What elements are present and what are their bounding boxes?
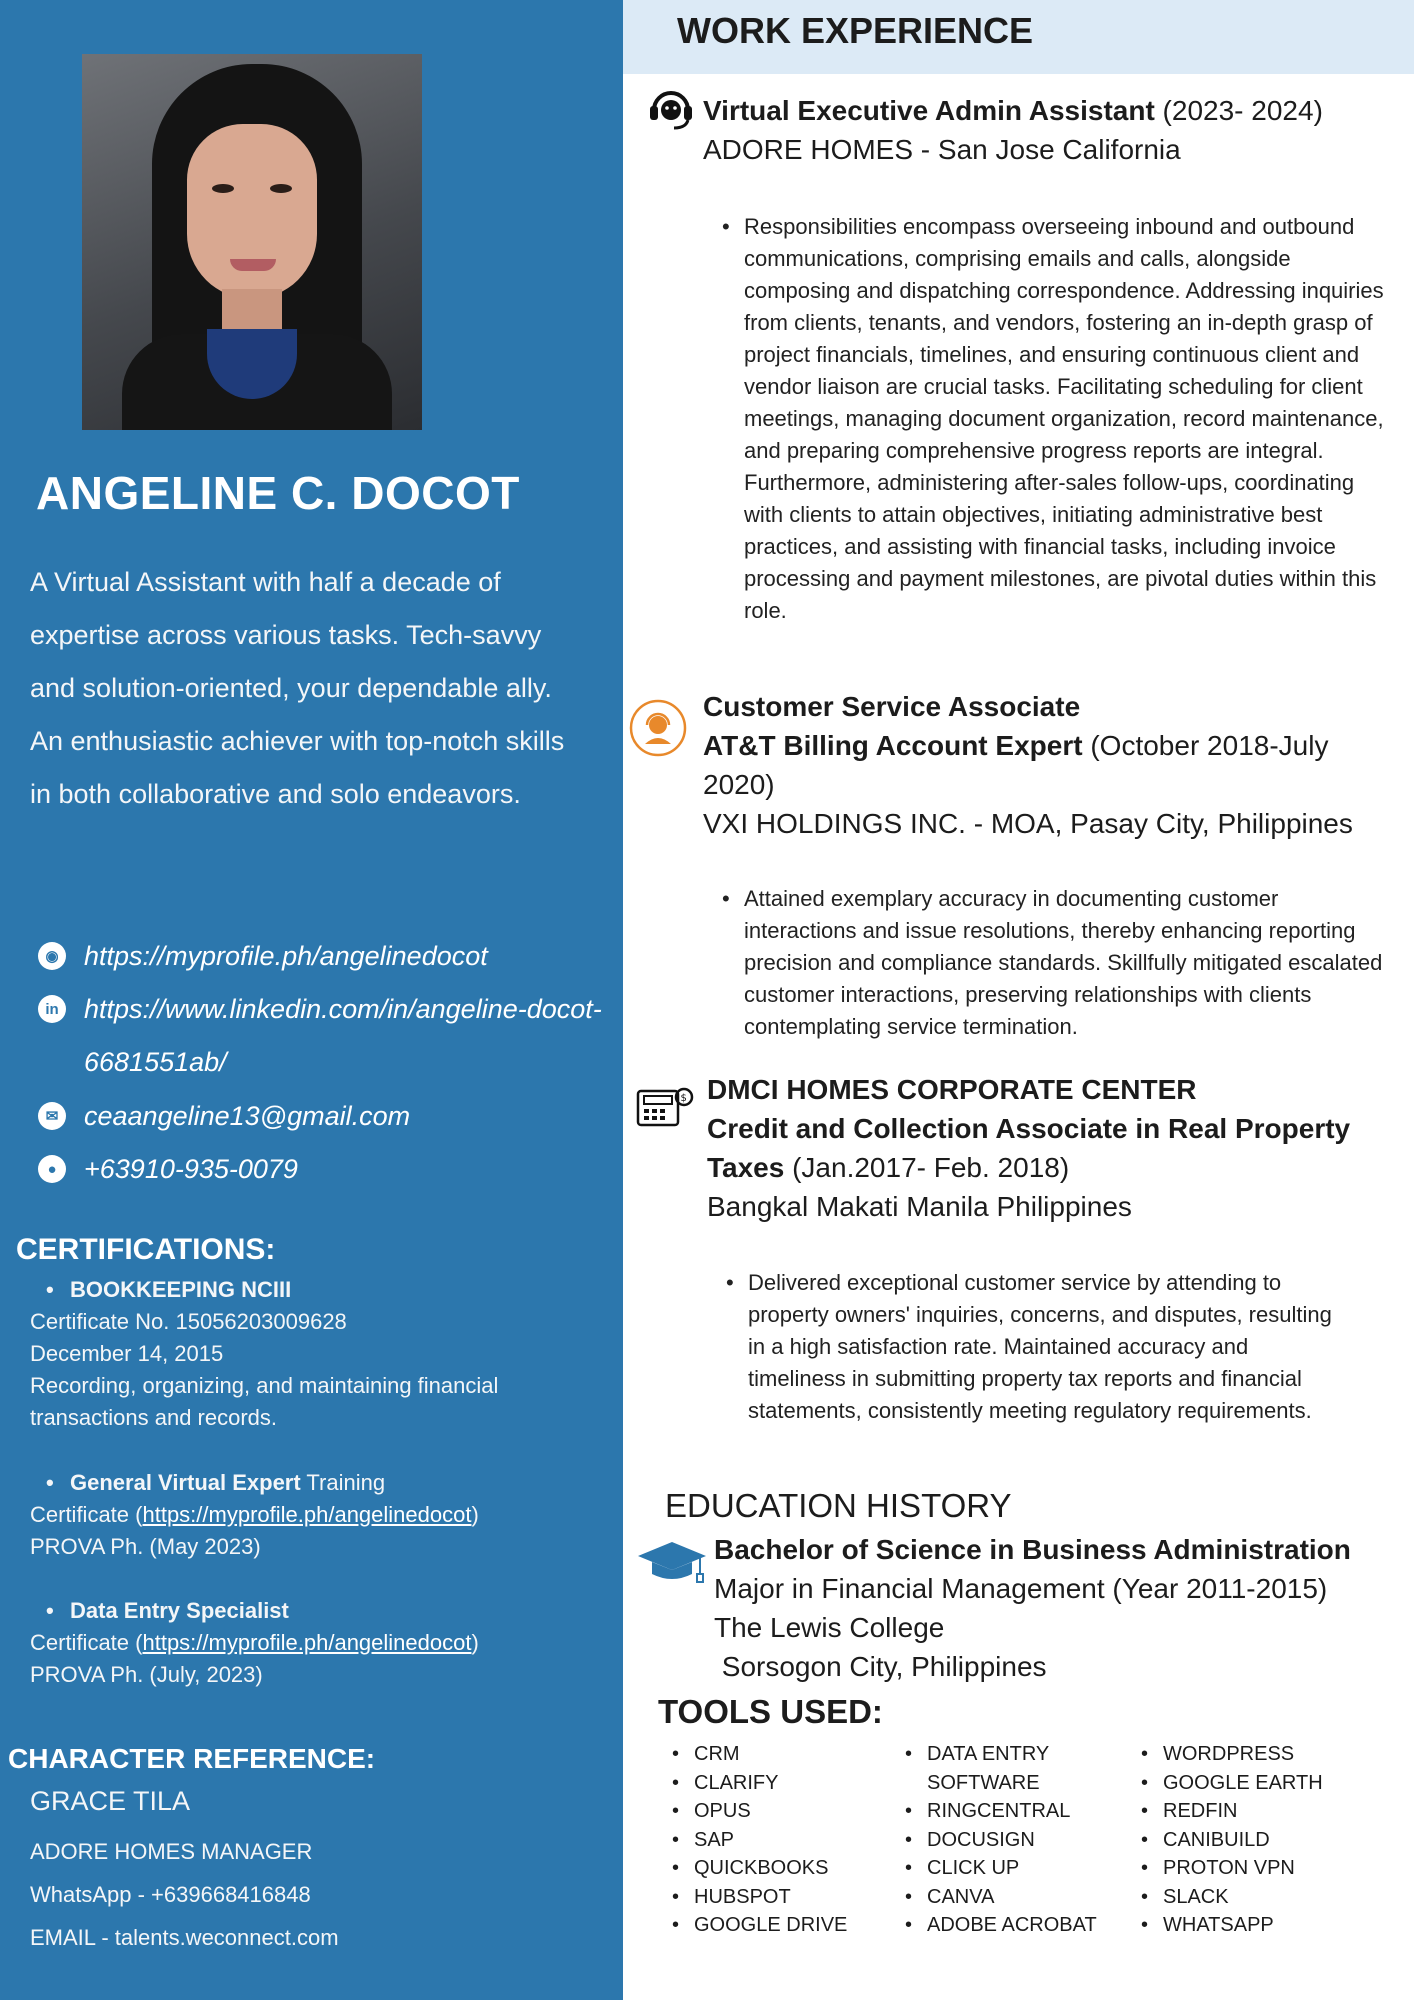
profile-photo — [82, 54, 422, 430]
tool-item: • CRM — [694, 1740, 894, 1769]
linkedin-icon: in — [38, 995, 66, 1023]
contact-linkedin[interactable] — [38, 983, 604, 1089]
job-1-header — [703, 91, 1393, 169]
job-2-company: VXI HOLDINGS INC. - MOA, Pasay City, Philippines — [703, 808, 1353, 839]
cert-issuer: PROVA Ph. (May 2023) — [30, 1534, 261, 1559]
reference-email: EMAIL - talents.weconnect.com — [30, 1925, 339, 1950]
mail-icon: ✉ — [38, 1102, 66, 1130]
job-3-period: (Jan.2017- Feb. 2018) — [784, 1152, 1070, 1183]
tool-item: • DATA ENTRY SOFTWARE — [927, 1740, 1107, 1797]
education-degree: Bachelor of Science in Business Administration — [714, 1534, 1351, 1565]
job-2-header — [703, 687, 1393, 843]
tool-item: • QUICKBOOKS — [694, 1854, 894, 1883]
tool-item: • CLARIFY — [694, 1769, 894, 1798]
job-3-title: DMCI HOMES CORPORATE CENTER — [707, 1074, 1197, 1105]
profile-name: ANGELINE C. DOCOT — [36, 467, 520, 519]
contact-website[interactable] — [38, 930, 584, 983]
contact-phone-text: +63910-935-0079 — [84, 1154, 298, 1184]
tool-item: • RINGCENTRAL — [927, 1797, 1107, 1826]
contact-website-text[interactable]: https://myprofile.ph/angelinedocot — [84, 941, 488, 971]
cert-description: Recording, organizing, and maintaining financial transactions and records. — [30, 1373, 499, 1430]
cert-link-line: Certificate (https://myprofile.ph/angelinedocot) — [30, 1630, 479, 1655]
cert-data-entry — [30, 1595, 590, 1691]
job-2-period: (October 2018-July 2020) — [703, 730, 1329, 800]
tools-column-3 — [1163, 1740, 1393, 1940]
tool-item: • OPUS — [694, 1797, 894, 1826]
graduation-cap-icon — [636, 1540, 708, 1584]
contact-email[interactable] — [38, 1090, 584, 1143]
tool-item: • GOOGLE DRIVE — [694, 1911, 894, 1940]
certifications-heading: CERTIFICATIONS: — [16, 1233, 276, 1266]
cert-bookkeeping — [30, 1274, 590, 1434]
user-icon: ● — [38, 1155, 66, 1183]
tool-item: • ADOBE ACROBAT — [927, 1911, 1107, 1940]
calculator-icon — [636, 1083, 694, 1129]
tool-item: • CANVA — [927, 1883, 1107, 1912]
education-location: Sorsogon City, Philippines — [714, 1651, 1047, 1682]
education-heading: EDUCATION HISTORY — [665, 1487, 1012, 1524]
tool-item: • REDFIN — [1163, 1797, 1393, 1826]
cert-title: • BOOKKEEPING NCIII — [30, 1274, 590, 1306]
cert-link-line: Certificate (https://myprofile.ph/angelinedocot) — [30, 1502, 479, 1527]
cert-number: Certificate No. 15056203009628 — [30, 1309, 347, 1334]
tool-item: • PROTON VPN — [1163, 1854, 1393, 1883]
job-2-description: • Attained exemplary accuracy in documenting customer interactions and issue resolutions, thereby enhancing reporting precision and compliance standards. Skillfully mitigated escalated customer interactions, preserving relationships with clients contemplating service termination. — [744, 883, 1394, 1043]
education-major: Major in Financial Management (Year 2011-2015) — [714, 1573, 1328, 1604]
education-school: The Lewis College — [714, 1612, 945, 1643]
work-heading: WORK EXPERIENCE — [677, 10, 1034, 51]
contact-email-text[interactable]: ceaangeline13@gmail.com — [84, 1101, 411, 1131]
reference-role: ADORE HOMES MANAGER — [30, 1839, 313, 1864]
reference-heading: CHARACTER REFERENCE: — [8, 1743, 376, 1774]
job-2-title: Customer Service Associate — [703, 691, 1081, 722]
job-1-description: • Responsibilities encompass overseeing inbound and outbound communications, comprising emails and calls, alongside composing and dispatching correspondence. Addressing inquiries from clients, tenants, and vendors, fostering an in-depth grasp of project financials, timelines, and ensuring continuous client and vendor liaison are crucial tasks. Facilitating scheduling for client meetings, managing document organization, record maintenance, and preparing comprehensive progress reports are integral. Furthermore, administering after-sales follow-ups, coordinating with clients to attain objectives, initiating administrative best practices, and assisting with financial tasks, including invoice processing and payment milestones, are pivotal duties within this role. — [744, 211, 1384, 627]
job-2-subtitle: AT&T Billing Account Expert — [703, 730, 1083, 761]
contact-phone — [38, 1143, 584, 1196]
job-3-description: • Delivered exceptional customer service by attending to property owners' inquiries, concerns, and disputes, resulting in a high satisfaction rate. Maintained accuracy and timeliness in submitting property tax reports and financial statements, consistently meeting regulatory requirements. — [748, 1267, 1348, 1427]
headset-icon — [646, 86, 696, 132]
svg-text:$: $ — [680, 1093, 687, 1104]
tool-item: • GOOGLE EARTH — [1163, 1769, 1393, 1798]
tools-column-1 — [694, 1740, 894, 1940]
tool-item: • WHATSAPP — [1163, 1911, 1393, 1940]
tool-item: • DOCUSIGN — [927, 1826, 1107, 1855]
reference-name: GRACE TILA — [30, 1786, 191, 1816]
cert-issuer: PROVA Ph. (July, 2023) — [30, 1662, 263, 1687]
job-1-period: (2023- 2024) — [1154, 95, 1323, 126]
tool-item: • HUBSPOT — [694, 1883, 894, 1912]
job-1-title: Virtual Executive Admin Assistant — [703, 95, 1155, 126]
contact-linkedin-text[interactable]: https://www.linkedin.com/in/angeline-docot-6681551ab/ — [84, 994, 602, 1077]
reference-whatsapp: WhatsApp - +639668416848 — [30, 1882, 311, 1907]
tools-column-2 — [927, 1740, 1107, 1940]
cert-title: • General Virtual Expert Training — [30, 1467, 590, 1499]
cert-date: December 14, 2015 — [30, 1341, 224, 1366]
sidebar — [0, 0, 623, 2000]
cert-virtual-expert — [30, 1467, 590, 1563]
cert-link[interactable]: https://myprofile.ph/angelinedocot — [142, 1502, 472, 1527]
job-1-company: ADORE HOMES - San Jose California — [703, 134, 1181, 165]
eye-icon: ◉ — [38, 942, 66, 970]
cert-link[interactable]: https://myprofile.ph/angelinedocot — [142, 1630, 472, 1655]
tool-item: • SLACK — [1163, 1883, 1393, 1912]
tool-item: • SAP — [694, 1826, 894, 1855]
job-3-header — [707, 1070, 1397, 1226]
tool-item: • WORDPRESS — [1163, 1740, 1393, 1769]
tool-item: • CLICK UP — [927, 1854, 1107, 1883]
tool-item: • CANIBUILD — [1163, 1826, 1393, 1855]
job-3-company: Bangkal Makati Manila Philippines — [707, 1191, 1132, 1222]
profile-summary: A Virtual Assistant with half a decade of expertise across various tasks. Tech-savvy and solution-oriented, your dependable ally. An enthusiastic achiever with top-notch skills in both collaborative and solo endeavors. — [30, 567, 565, 809]
support-agent-icon — [628, 698, 688, 758]
job-3-subtitle: Credit and Collection Associate in Real Property Taxes — [707, 1113, 1351, 1183]
education-details — [714, 1530, 1404, 1686]
tools-heading: TOOLS USED: — [658, 1693, 883, 1730]
cert-title: • Data Entry Specialist — [30, 1595, 590, 1627]
